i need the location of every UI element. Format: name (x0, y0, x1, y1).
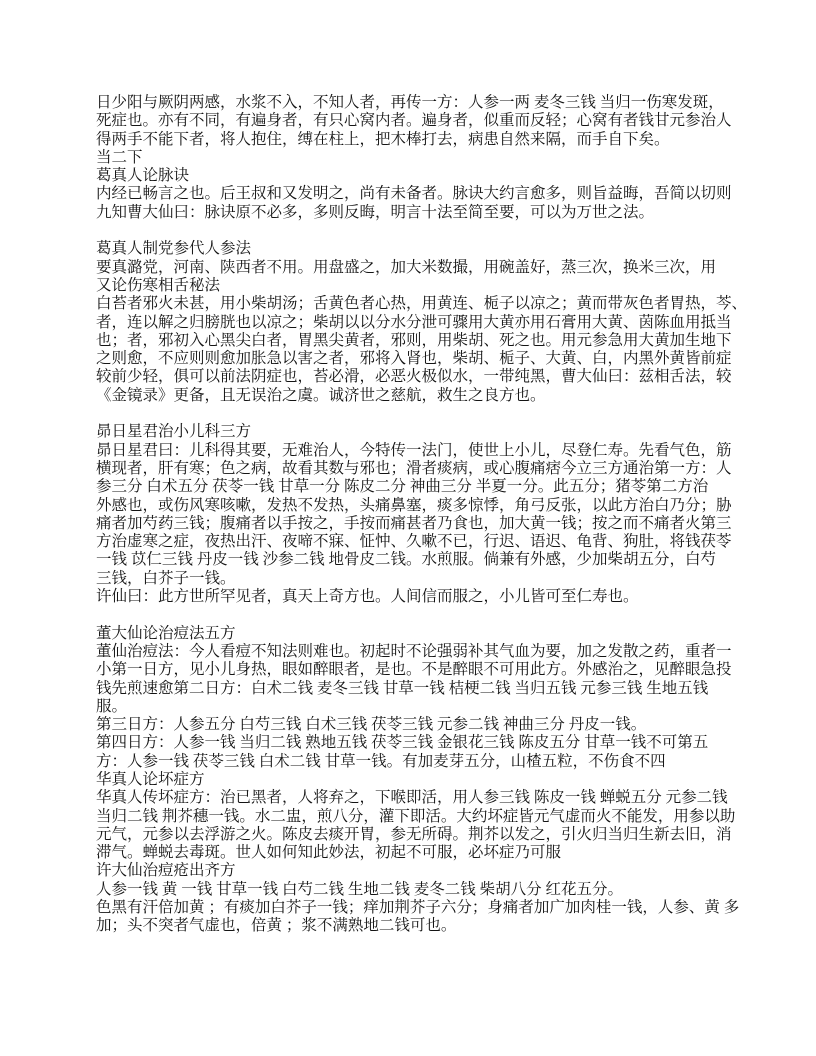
text-line: 华真人传坏症方：治已黑者，人将弃之，下喉即活，用人参三钱 陈皮一钱 蝉蜕五分 元参二钱 (96, 789, 728, 807)
text-line: 方治虚寒之症，夜热出汗、夜啼不寐、怔忡、久嗽不已，行迟、语迟、龟背、狗肚，将钱茯苓 (96, 533, 732, 551)
text-line: 小第一日方，见小儿身热，眼如醉眼者，是也。不是醉眼不可用此方。外感治之，见醉眼急投 (96, 661, 732, 679)
text-line: 董大仙论治痘法五方 (96, 624, 236, 642)
text-line: 色黑有汗倍加黄 ；有痰加白芥子一钱；痒加荆芥子六分；身痛者加广加肉桂一钱，人参、黄 多 (96, 899, 740, 917)
text-line: 得两手不能下者，将人抱住，缚在柱上，把木棒打去，病患自然来隔，而手自下矣。 (96, 130, 670, 148)
document-body (96, 94, 748, 936)
text-line: 许仙曰：此方世所罕见者，真天上奇方也。人间信而服之，小儿皆可至仁寿也。 (96, 588, 639, 606)
text-line: 外感也，或伤风寒咳嗽，发热不发热，头痛鼻塞，痰多惊悸，角弓反张，以此方治白乃分；胁 (96, 496, 732, 514)
text-line: 许大仙治痘疮出齐方 (96, 862, 236, 880)
text-line: 要真潞党，河南、陕西者不用。用盘盛之，加大米数撮，用碗盖好，蒸三次，换米三次，用 (96, 258, 717, 276)
text-line: 第四日方：人参一钱 当归二钱 熟地五钱 茯苓三钱 金银花三钱 陈皮五分 甘草一钱不可第五 (96, 734, 709, 752)
text-line: 葛真人论脉诀 (96, 167, 190, 185)
text-line: 者，连以解之归膀胱也以凉之；柴胡以以分水分泄可骤用大黄亦用石膏用大黄、茵陈血用抵当 (96, 313, 732, 331)
text-line: 第三日方：人参五分 白芍三钱 白术三钱 茯苓三钱 元参二钱 神曲三分 丹皮一钱。 (96, 716, 647, 734)
text-line: 昴日星君曰：儿科得其要，无难治人，今特传一法门，使世上小儿，尽登仁寿。先看气色，筋 (96, 441, 732, 459)
text-line: 参三分 白术五分 茯苓一钱 甘草一分 陈皮二分 神曲三分 半夏一分。此五分；猪苓第二方治 (96, 478, 709, 496)
text-line: 华真人论坏症方 (96, 770, 205, 788)
text-line: 死症也。亦有不同，有遍身者，有只心窝内者。遍身者，似重而反轻；心窝有者钱甘元参治人 (96, 112, 732, 130)
text-line: 昴日星君治小儿科三方 (96, 423, 252, 441)
text-line: 葛真人制党参代人参法 (96, 240, 252, 258)
text-line: 之则愈，不应则则愈加胀急以害之者，邪将入肾也，柴胡、栀子、大黄、白，内黑外黄皆前症 (96, 350, 732, 368)
text-line: 三钱，白芥子一钱。 (96, 569, 236, 587)
blank-line (96, 606, 744, 624)
blank-line (96, 405, 744, 423)
text-line: 方：人参一钱 茯苓三钱 白术二钱 甘草一钱。有加麦芽五分，山楂五粒，不伤食不四 (96, 752, 666, 770)
text-line: 钱先煎速愈第二日方：白术二钱 麦冬三钱 甘草一钱 桔梗二钱 当归五钱 元参三钱 生地五钱 (96, 679, 709, 697)
blank-line (96, 222, 744, 240)
text-line: 痛者加芍药三钱；腹痛者以手按之，手按而痛甚者乃食也，加大黄一钱；按之而不痛者火第三 (96, 514, 732, 532)
text-line: 九知曹大仙曰：脉诀原不必多，多则反晦，明言十法至简至要，可以为万世之法。 (96, 203, 655, 221)
text-line: 又论伤寒相舌秘法 (96, 276, 221, 294)
text-line: 当二下 (96, 148, 143, 166)
text-line: 董仙治痘法：今人看痘不知法则难也。初起时不论强弱补其气血为要，加之发散之药，重者一 (96, 642, 732, 660)
text-line: 元气，元参以去浮游之火。陈皮去痰开胃，参无所碍。荆芥以发之，引火归当归生新去旧，消 (96, 825, 732, 843)
text-line: 内经已畅言之也。后王叔和又发明之，尚有未备者。脉诀大约言愈多，则旨益晦，吾简以切则 (96, 185, 732, 203)
text-line: 加；头不突者气虚也，倍黄 ；浆不满熟地二钱可也。 (96, 917, 457, 935)
text-line: 人参一钱 黄 一钱 甘草一钱 白芍二钱 生地二钱 麦冬二钱 柴胡八分 红花五分。 (96, 880, 624, 898)
text-line: 白苔者邪火未甚，用小柴胡汤；舌黄色者心热，用黄连、栀子以凉之；黄而带灰色者胃热，芩、 (96, 295, 748, 313)
text-line: 服。 (96, 697, 128, 715)
text-line: 一钱 苡仁三钱 丹皮一钱 沙参二钱 地骨皮二钱。水煎服。倘兼有外感，少加柴胡五分，白芍 (96, 551, 717, 569)
text-line: 较前少轻，俱可以前法阴症也，苔必滑，必恶火极似水，一带纯黑，曹大仙曰：兹相舌法，较 (96, 368, 732, 386)
text-line: 当归二钱 荆芥穗一钱。水二盅，煎八分，灌下即活。大约坏症皆元气虚而火不能发，用参以助 (96, 807, 736, 825)
text-line: 《金镜录》更备，且无误治之虞。诚济世之慈航，救生之良方也。 (96, 386, 546, 404)
text-line: 横现者，肝有寒；色之病，故看其数与邪也；滑者痰病，或心腹痛痞今立三方通治第一方：人 (96, 459, 732, 477)
text-line: 滞气。蝉蜕去毒斑。世人如何知此妙法，初起不可服，必坏症乃可服 (96, 844, 562, 862)
text-line: 也；者，邪初入心黑尖白者，胃黑尖黄者，邪则，用柴胡、死之也。用元参急用大黄加生地下 (96, 331, 732, 349)
text-line: 日少阳与厥阴两感，水浆不入，不知人者，再传一方：人参一两 麦冬三钱 当归一伤寒发斑， (96, 94, 724, 111)
